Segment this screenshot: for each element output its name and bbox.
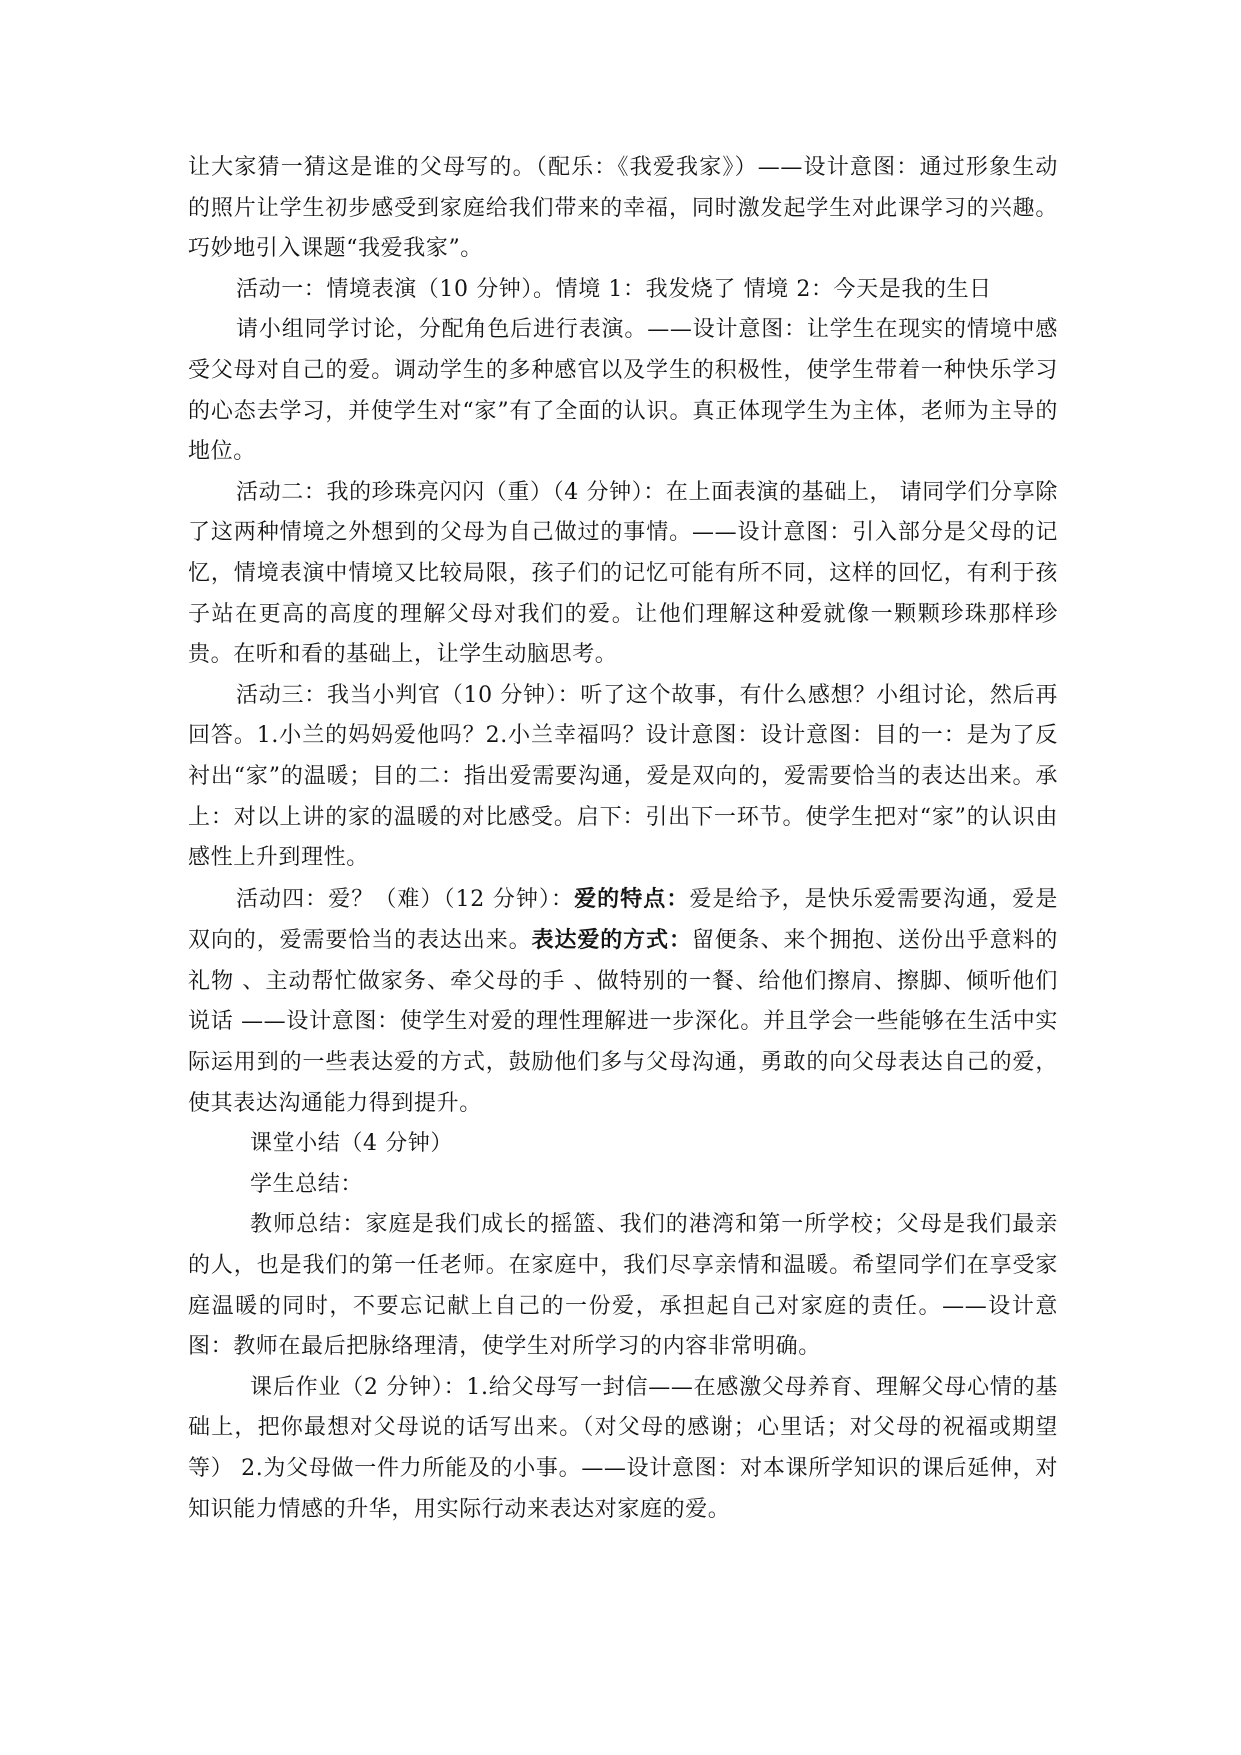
homework-text: 课后作业（2 分钟）：1.给父母写一封信——在感激父母养育、理解父母心情的基础上，把你最想对父母说的话写出来。（对父母的感谢；心里话；对父母的祝福或期望等） 2.为父母做一件力所能及的小事。——设计意图：对本课所学知识的课后延伸，对知识能力情感的升华，用实际行动来表达对家庭的爱。 [188,1374,1058,1522]
activity-1-title-paragraph [188,270,1058,311]
summary-title-text: 课堂小结（4 分钟） [250,1131,453,1157]
love-expression-heading: 表达爱的方式： [531,927,692,954]
activity-1-title-text: 活动一：情境表演（10 分钟）。情境 1：我发烧了 情境 2：今天是我的生日 [236,276,992,302]
homework-paragraph [188,1368,1058,1530]
activity-1-body-text: 请小组同学讨论，分配角色后进行表演。——设计意图：让学生在现实的情境中感受父母对自己的爱。调动学生的多种感官以及学生的积极性，使学生带着一种快乐学习的心态去学习，并使学生对“家”有了全面的认识。真正体现学生为主体，老师为主导的地位。 [188,317,1058,465]
love-features-text: 爱是给予，是快乐爱需要沟通，爱是双向的，爱需要恰当的表达出来。 [188,886,1058,954]
student-summary-paragraph [188,1165,1058,1206]
intro-paragraph [188,148,1058,270]
summary-title-paragraph [188,1124,1058,1165]
love-features-heading: 爱的特点： [574,885,690,912]
teacher-summary-paragraph [188,1205,1058,1367]
activity-4-lead-text: 活动四：爱？（难）（12 分钟）： [236,886,575,912]
activity-2-text: 活动二：我的珍珠亮闪闪（重）（4 分钟）：在上面表演的基础上， 请同学们分享除了这两种情境之外想到的父母为自己做过的事情。——设计意图：引入部分是父母的记忆，情境表演中情境又比较局限，孩子们的记忆可能有所不同，这样的回忆，有利于孩子站在更高的高度的理解父母对我们的爱。让他们理解这种爱就像一颗颗珍珠那样珍贵。在听和看的基础上，让学生动脑思考。 [188,479,1058,668]
student-summary-text: 学生总结： [250,1171,364,1197]
teacher-summary-text: 教师总结：家庭是我们成长的摇篮、我们的港湾和第一所学校；父母是我们最亲的人，也是我们的第一任老师。在家庭中，我们尽享亲情和温暖。希望同学们在享受家庭温暖的同时，不要忘记献上自己的一份爱，承担起自己对家庭的责任。——设计意图：教师在最后把脉络理清，使学生对所学习的内容非常明确。 [188,1212,1058,1360]
love-expression-text: 留便条、来个拥抱、送份出乎意料的礼物 、主动帮忙做家务、牵父母的手 、做特别的一餐、给他们擦肩、擦脚、倾听他们说话 ——设计意图：使学生对爱的理性理解进一步深化。并且学会一些能够在生活中实际运用到的一些表达爱的方式，鼓励他们多与父母沟通，勇敢的向父母表达自己的爱，使其表达沟通能力得到提升。 [188,928,1058,1116]
document-body [188,148,1058,1530]
activity-1-body-paragraph [188,310,1058,472]
activity-3-paragraph [188,676,1058,879]
activity-3-text: 活动三：我当小判官（10 分钟）：听了这个故事，有什么感想？小组讨论，然后再回答。1.小兰的妈妈爱他吗？2.小兰幸福吗？设计意图：设计意图：目的一：是为了反衬出“家”的温暖；目的二：指出爱需要沟通，爱是双向的，爱需要恰当的表达出来。承上：对以上讲的家的温暖的对比感受。启下：引出下一环节。使学生把对“家”的认识由感性上升到理性。 [188,682,1058,871]
intro-text: 让大家猜一猜这是谁的父母写的。（配乐：《我爱我家》）——设计意图：通过形象生动的照片让学生初步感受到家庭给我们带来的幸福，同时激发起学生对此课学习的兴趣。巧妙地引入课题“我爱我家”。 [188,155,1058,262]
activity-4-paragraph [188,879,1058,1125]
activity-2-paragraph [188,473,1058,676]
